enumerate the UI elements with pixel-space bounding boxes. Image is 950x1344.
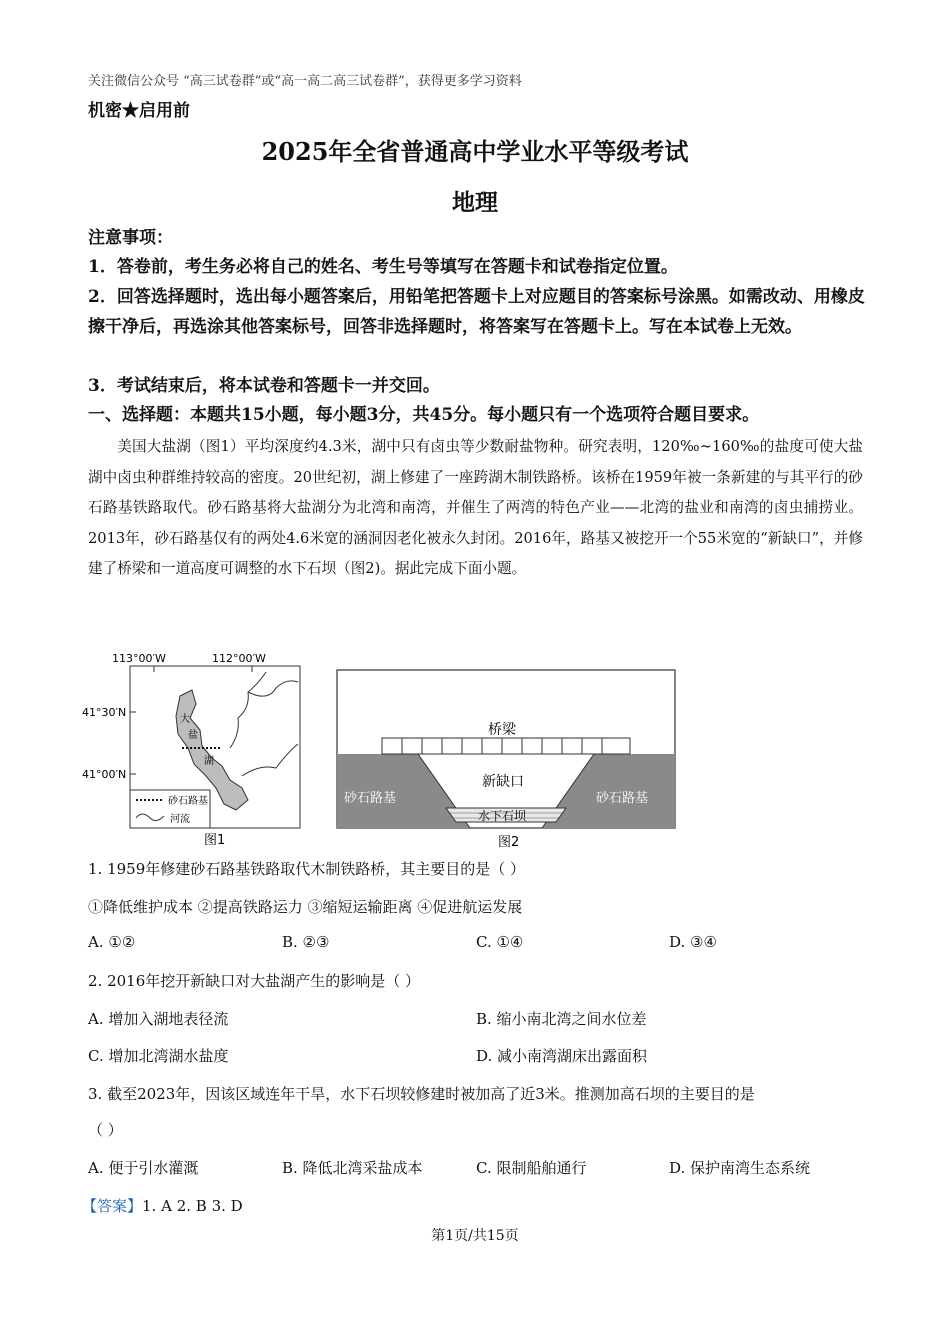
question-1-option-d[interactable]: D. ③④ bbox=[669, 933, 717, 951]
figure-2-cross-section bbox=[334, 668, 679, 850]
fig1-legend-river: 河流 bbox=[170, 814, 190, 825]
fig1-legend-road: 砂石路基 bbox=[168, 796, 208, 807]
question-2-option-c[interactable]: C. 增加北湾湖水盐度 bbox=[88, 1047, 229, 1065]
question-3-option-a[interactable]: A. 便于引水灌溉 bbox=[88, 1159, 199, 1177]
answer-text: 1. A 2. B 3. D bbox=[142, 1197, 243, 1215]
question-1-option-c[interactable]: C. ①④ bbox=[476, 933, 524, 951]
subject-title: 地理 bbox=[452, 189, 498, 216]
fig2-gap-label: 新缺口 bbox=[482, 774, 524, 790]
page-footer: 第1页/共15页 bbox=[431, 1228, 519, 1244]
fig1-caption: 图1 bbox=[204, 833, 226, 848]
exam-title: 2025年全省普通高中学业水平等级考试 bbox=[261, 137, 689, 166]
question-2-stem: 2. 2016年挖开新缺口对大盐湖产生的影响是（ ） bbox=[88, 972, 421, 990]
question-2-option-b[interactable]: B. 缩小南北湾之间水位差 bbox=[476, 1010, 647, 1028]
question-3-stem-cont: （ ） bbox=[88, 1121, 123, 1139]
fig2-right-base-label: 砂石路基 bbox=[596, 791, 649, 806]
answer-tag: 【答案】 bbox=[82, 1197, 143, 1215]
fig2-left-base-label: 砂石路基 bbox=[344, 791, 397, 806]
question-2-option-a[interactable]: A. 增加入湖地表径流 bbox=[88, 1010, 229, 1028]
question-1-option-b[interactable]: B. ②③ bbox=[282, 933, 330, 951]
notice-heading: 注意事项： bbox=[88, 228, 173, 248]
figure-1-map bbox=[80, 648, 320, 848]
fig2-caption: 图2 bbox=[498, 835, 520, 850]
question-3-option-c[interactable]: C. 限制船舶通行 bbox=[476, 1159, 587, 1177]
secret-label: 机密★启用前 bbox=[88, 101, 190, 121]
fig1-lon-label-1: 113°00′W bbox=[112, 652, 166, 665]
question-2-option-d[interactable]: D. 减小南湾湖床出露面积 bbox=[476, 1047, 648, 1065]
question-3-option-d[interactable]: D. 保护南湾生态系统 bbox=[669, 1159, 811, 1177]
question-1-stem: 1. 1959年修建砂石路基铁路取代木制铁路桥，其主要目的是（ ） bbox=[88, 860, 526, 878]
fig1-lat-label-1: 41°30′N bbox=[82, 706, 127, 719]
header-note: 关注微信公众号 “高三试卷群”或“高一高二高三试卷群”，获得更多学习资料 bbox=[88, 74, 522, 89]
question-1-items: ①降低维护成本 ②提高铁路运力 ③缩短运输距离 ④促进航运发展 bbox=[88, 898, 523, 916]
fig1-lat-label-2: 41°00′N bbox=[82, 768, 127, 781]
notice-item-3: 3．考试结束后，将本试卷和答题卡一并交回。 bbox=[88, 376, 440, 396]
question-3-stem: 3. 截至2023年，因该区域连年干旱，水下石坝较修建时被加高了近3米。推测加高石坝的主要目的是 bbox=[88, 1085, 755, 1103]
fig1-lake-char-1: 大 bbox=[180, 714, 190, 725]
question-3-option-b[interactable]: B. 降低北湾采盐成本 bbox=[282, 1159, 423, 1177]
reading-passage: 美国大盐湖（图1）平均深度约4.3米，湖中只有卤虫等少数耐盐物种。研究表明，120‰~160‰的盐度可使大盐湖中卤虫种群维持较高的密度。20世纪初，湖上修建了一座跨湖木制铁路桥。该桥在1959年被一条新建的与其平行的砂石路基铁路取代。砂石路基将大盐湖分为北湾和南湾，并催生了两湾的特色产业——北湾的盐业和南湾的卤虫捕捞业。2013年，砂石路基仅有的两处4.6米宽的涵洞因老化被永久封闭。2016年，路基又被挖开一个55米宽的“新缺口”，并修建了桥梁和一道高度可调整的水下石坝（图2)。据此完成下面小题。 bbox=[88, 438, 863, 578]
fig2-bridge bbox=[382, 738, 630, 754]
fig1-lon-label-2: 112°00′W bbox=[212, 652, 266, 665]
fig2-dam-label: 水下石坝 bbox=[478, 809, 527, 823]
notice-item-1: 1．答卷前，考生务必将自己的姓名、考生号等填写在答题卡和试卷指定位置。 bbox=[88, 257, 678, 277]
fig2-bridge-label: 桥梁 bbox=[488, 722, 516, 738]
notice-item-2: 2．回答选择题时，选出每小题答案后，用铅笔把答题卡上对应题目的答案标号涂黑。如需改动、用橡皮擦干净后，再选涂其他答案标号，回答非选择题时，将答案写在答题卡上。写在本试卷上无效。 bbox=[88, 287, 865, 337]
question-1-option-a[interactable]: A. ①② bbox=[88, 933, 136, 951]
fig1-lake-char-2: 盐 bbox=[188, 730, 198, 741]
section-heading: 一、选择题：本题共15小题，每小题3分，共45分。每小题只有一个选项符合题目要求。 bbox=[88, 405, 760, 425]
answer-line bbox=[82, 1195, 243, 1216]
fig1-lake-char-3: 湖 bbox=[204, 756, 214, 767]
